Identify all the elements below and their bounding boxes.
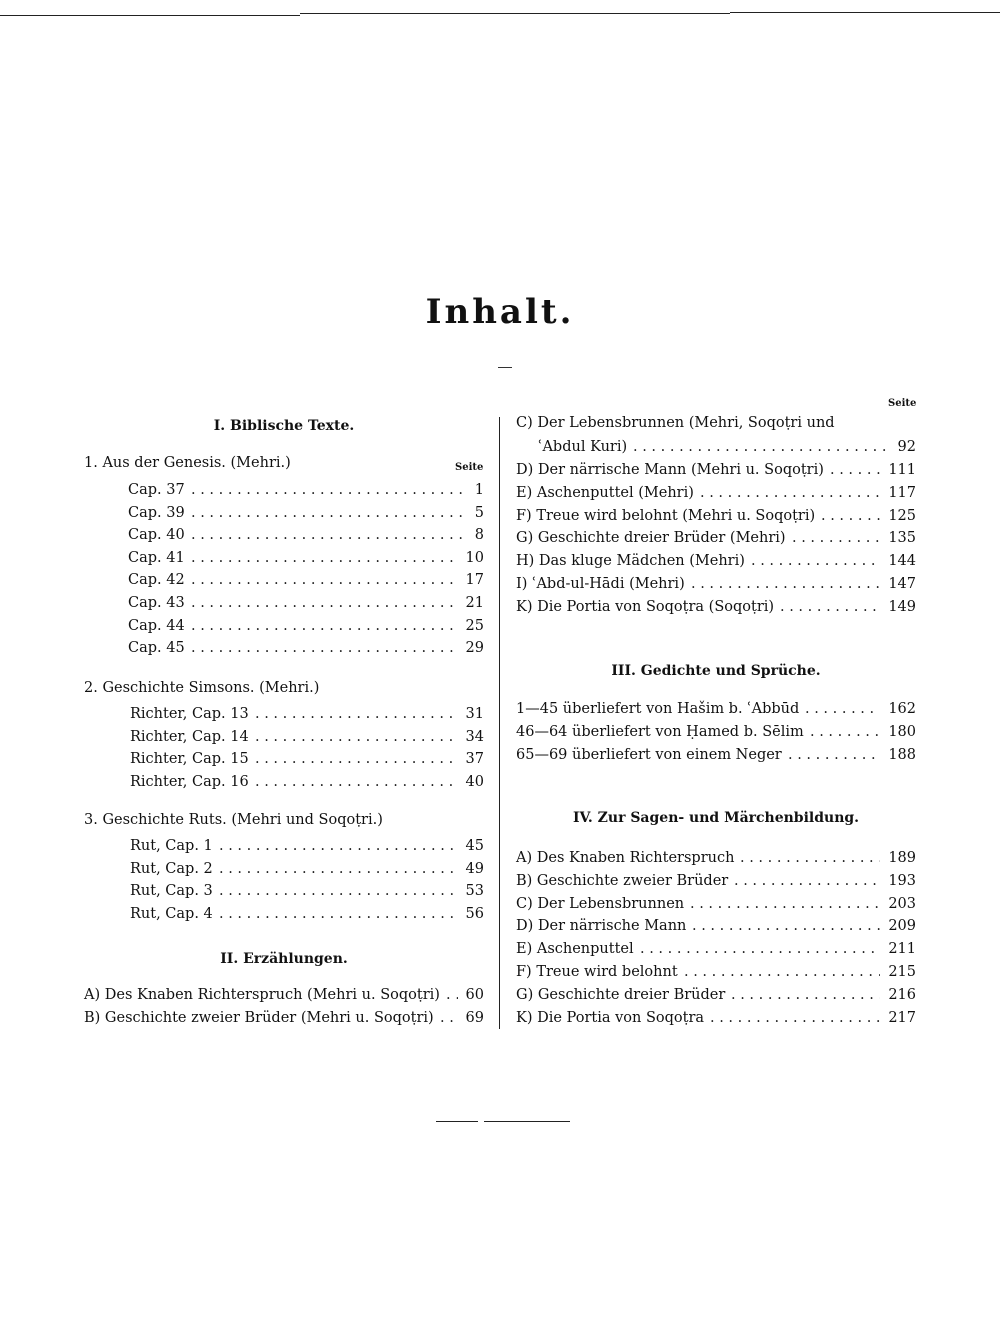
toc-entry-page: 162 [888, 701, 916, 717]
toc-entry-page: 217 [888, 1009, 916, 1026]
toc-entry-page: 31 [465, 706, 484, 722]
toc-entry-page: 25 [465, 617, 484, 634]
group-heading-genesis [84, 454, 484, 472]
toc-entry-page: 92 [897, 439, 916, 455]
dot-leader [255, 705, 458, 723]
toc-entry [516, 507, 916, 525]
dot-leader [255, 750, 458, 768]
toc-entry [516, 700, 916, 718]
toc-entry-label: 46—64 überliefert von Ḥamed b. Sēlim [516, 724, 804, 740]
toc-entry-label: Richter, Cap. 14 [130, 728, 249, 745]
toc-entry-page: 180 [888, 724, 916, 740]
section-heading-erzaehlungen: II. Erzählungen. [220, 951, 348, 967]
toc-entry [84, 882, 484, 900]
toc-entry-label: G) Geschichte dreier Brüder [516, 986, 726, 1003]
toc-entry-label: Cap. 39 [128, 504, 185, 521]
toc-entry-page: 216 [888, 986, 916, 1003]
toc-entry-label: A) Des Knaben Richterspruch [516, 850, 735, 866]
toc-entry-label: 65—69 überliefert von einem Neger [516, 747, 782, 763]
toc-entry [516, 849, 916, 867]
toc-entry-label: Rut, Cap. 3 [130, 883, 213, 900]
toc-entry-page: 5 [474, 504, 484, 521]
dot-leader [191, 571, 458, 589]
toc-entry-label: C) Der Lebensbrunnen [516, 895, 685, 912]
dot-leader [691, 575, 880, 593]
toc-entry [516, 1009, 916, 1027]
toc-entry-label: Cap. 45 [128, 640, 185, 657]
toc-entry [516, 529, 916, 547]
toc-entry-page: 8 [474, 527, 484, 544]
toc-entry-label: ʿAbdul Kuri) [538, 439, 628, 455]
page-title: Inhalt. [425, 292, 575, 332]
bottom-rule-left [436, 1121, 478, 1122]
toc-entry-page: 53 [465, 883, 484, 900]
toc-entry-label: B) Geschichte zweier Brüder [516, 872, 729, 889]
toc-entry [84, 504, 484, 522]
toc-entry [516, 917, 916, 935]
toc-entry-page: 45 [465, 838, 484, 854]
toc-entry-c-line2 [516, 438, 916, 456]
dot-leader [830, 461, 880, 479]
dot-leader [731, 986, 880, 1004]
toc-entry-label: Richter, Cap. 16 [130, 773, 249, 790]
dot-leader [219, 882, 458, 900]
toc-entry-label: Richter, Cap. 13 [130, 706, 249, 722]
toc-entry-label: I) ʿAbd-ul-Hādi (Mehri) [516, 576, 685, 592]
section-heading-gedichte: III. Gedichte und Sprüche. [611, 663, 821, 679]
toc-entry [84, 526, 484, 544]
bottom-rule-right [484, 1121, 570, 1122]
top-rule-center [300, 13, 730, 14]
toc-entry [84, 705, 484, 723]
toc-entry [84, 549, 484, 567]
dot-leader [191, 481, 467, 499]
dot-leader [446, 986, 458, 1004]
toc-entry-label: B) Geschichte zweier Brüder (Mehri u. Soqoṭri) [84, 1010, 434, 1026]
toc-entry-label: Cap. 40 [128, 527, 185, 544]
dot-leader [255, 728, 458, 746]
toc-entry-page: 60 [465, 987, 484, 1003]
toc-entry-page: 10 [465, 549, 484, 566]
toc-entry [84, 639, 484, 657]
toc-entry [84, 905, 484, 923]
toc-entry-page: 203 [888, 895, 916, 912]
dot-leader [690, 895, 880, 913]
toc-entry [84, 860, 484, 878]
toc-entry-label: Cap. 37 [128, 482, 185, 498]
toc-entry-label: D) Der närrische Mann [516, 918, 687, 935]
toc-entry-page: 69 [465, 1010, 484, 1026]
toc-entry [516, 575, 916, 593]
toc-entry-label: F) Treue wird belohnt (Mehri u. Soqoṭri) [516, 507, 816, 524]
dot-leader [684, 963, 880, 981]
dot-leader [788, 746, 880, 764]
toc-entry [516, 552, 916, 570]
toc-entry-page: 125 [888, 507, 916, 524]
dot-leader [191, 639, 458, 657]
toc-entry [84, 617, 484, 635]
toc-entry-label: 1—45 überliefert von Hašim b. ʿAbbūd [516, 701, 800, 717]
section-heading-biblische-texte: I. Biblische Texte. [213, 418, 355, 434]
toc-entry-page: 144 [888, 553, 916, 570]
toc-entry [84, 594, 484, 612]
dot-leader [780, 598, 880, 616]
toc-entry [84, 571, 484, 589]
dot-leader [191, 504, 467, 522]
seite-label-left: Seite [455, 462, 484, 473]
dot-leader [191, 617, 458, 635]
toc-entry-page: 209 [888, 918, 916, 935]
dot-leader [821, 507, 880, 525]
toc-entry-page: 149 [888, 598, 916, 615]
dot-leader [700, 484, 880, 502]
column-divider [499, 417, 500, 1029]
group-heading-ruts [84, 811, 484, 829]
toc-entry-page: 40 [465, 773, 484, 790]
toc-entry-page: 1 [474, 482, 484, 498]
dot-leader [740, 849, 880, 867]
toc-entry-page: 215 [888, 964, 916, 980]
toc-entry [516, 986, 916, 1004]
title-dash [498, 367, 512, 368]
toc-entry [516, 895, 916, 913]
dot-leader [810, 723, 880, 741]
dot-leader [640, 940, 880, 958]
dot-leader [255, 773, 458, 791]
toc-entry-label: H) Das kluge Mädchen (Mehri) [516, 553, 745, 570]
toc-entry-label: F) Treue wird belohnt [516, 964, 678, 980]
toc-entry-label: Rut, Cap. 2 [130, 860, 213, 877]
toc-entry-page: 29 [465, 640, 484, 657]
toc-entry [84, 750, 484, 768]
dot-leader [219, 860, 458, 878]
toc-entry [516, 598, 916, 616]
seite-label-right: Seite [888, 398, 917, 409]
dot-leader [805, 700, 880, 718]
dot-leader [191, 594, 458, 612]
group-heading-label: 2. Geschichte Simsons. (Mehri.) [84, 680, 320, 696]
dot-leader [440, 1009, 458, 1027]
toc-entry-label: Cap. 44 [128, 617, 185, 634]
toc-entry-label: Cap. 41 [128, 549, 185, 566]
toc-entry-label: Rut, Cap. 1 [130, 838, 213, 854]
top-rule-right [730, 12, 1000, 13]
toc-entry [516, 940, 916, 958]
toc-entry-label: K) Die Portia von Soqoṭra [516, 1009, 705, 1026]
dot-leader [219, 905, 458, 923]
group-heading-label: 3. Geschichte Ruts. (Mehri und Soqoṭri.) [84, 812, 383, 828]
toc-entry-label: A) Des Knaben Richterspruch (Mehri u. Soqoṭri) [84, 987, 440, 1003]
toc-entry-page: 34 [465, 728, 484, 745]
toc-entry [84, 728, 484, 746]
dot-leader [792, 529, 880, 547]
toc-entry-label: G) Geschichte dreier Brüder (Mehri) [516, 530, 786, 547]
toc-entry [84, 1009, 484, 1027]
toc-entry-label: C) Der Lebensbrunnen (Mehri, Soqoṭri und [516, 415, 835, 431]
toc-entry-page: 56 [465, 906, 484, 923]
toc-entry-label: E) Aschenputtel [516, 941, 634, 958]
toc-entry [84, 986, 484, 1004]
dot-leader [633, 438, 890, 456]
toc-entry-page: 193 [888, 872, 916, 889]
toc-entry-page: 188 [888, 747, 916, 763]
dot-leader [219, 837, 458, 855]
section-heading-sagen: IV. Zur Sagen- und Märchenbildung. [572, 810, 860, 826]
dot-leader [751, 552, 880, 570]
toc-entry [516, 746, 916, 764]
dot-leader [191, 526, 467, 544]
toc-entry [84, 773, 484, 791]
toc-entry-page: 189 [888, 850, 916, 866]
toc-entry-page: 211 [888, 941, 916, 958]
toc-entry-label: Cap. 43 [128, 595, 185, 611]
toc-entry [516, 872, 916, 890]
toc-entry [516, 461, 916, 479]
toc-entry-label: Rut, Cap. 4 [130, 906, 213, 923]
toc-entry [84, 481, 484, 499]
group-heading-label: 1. Aus der Genesis. (Mehri.) [84, 455, 291, 471]
dot-leader [692, 917, 880, 935]
toc-entry-label: D) Der närrische Mann (Mehri u. Soqoṭri) [516, 462, 824, 478]
dot-leader [710, 1009, 880, 1027]
toc-entry-page: 117 [888, 484, 916, 501]
toc-entry-page: 147 [888, 576, 916, 592]
group-heading-simsons [84, 679, 484, 697]
toc-entry-label: Cap. 42 [128, 572, 185, 589]
toc-entry-page: 135 [888, 530, 916, 547]
toc-entry [516, 484, 916, 502]
top-rule-left [0, 15, 300, 16]
toc-entry-page: 49 [465, 860, 484, 877]
toc-entry [516, 963, 916, 981]
toc-entry-page: 37 [465, 751, 484, 767]
toc-entry [84, 837, 484, 855]
toc-entry-label: Richter, Cap. 15 [130, 751, 249, 767]
dot-leader [191, 549, 458, 567]
toc-entry-page: 111 [888, 462, 916, 478]
toc-entry-page: 21 [465, 595, 484, 611]
toc-entry-c-line1 [516, 414, 916, 432]
toc-entry [516, 723, 916, 741]
toc-entry-label: K) Die Portia von Soqoṭra (Soqoṭri) [516, 598, 775, 615]
toc-entry-page: 17 [465, 572, 484, 589]
dot-leader [734, 872, 880, 890]
toc-entry-label: E) Aschenputtel (Mehri) [516, 484, 694, 501]
